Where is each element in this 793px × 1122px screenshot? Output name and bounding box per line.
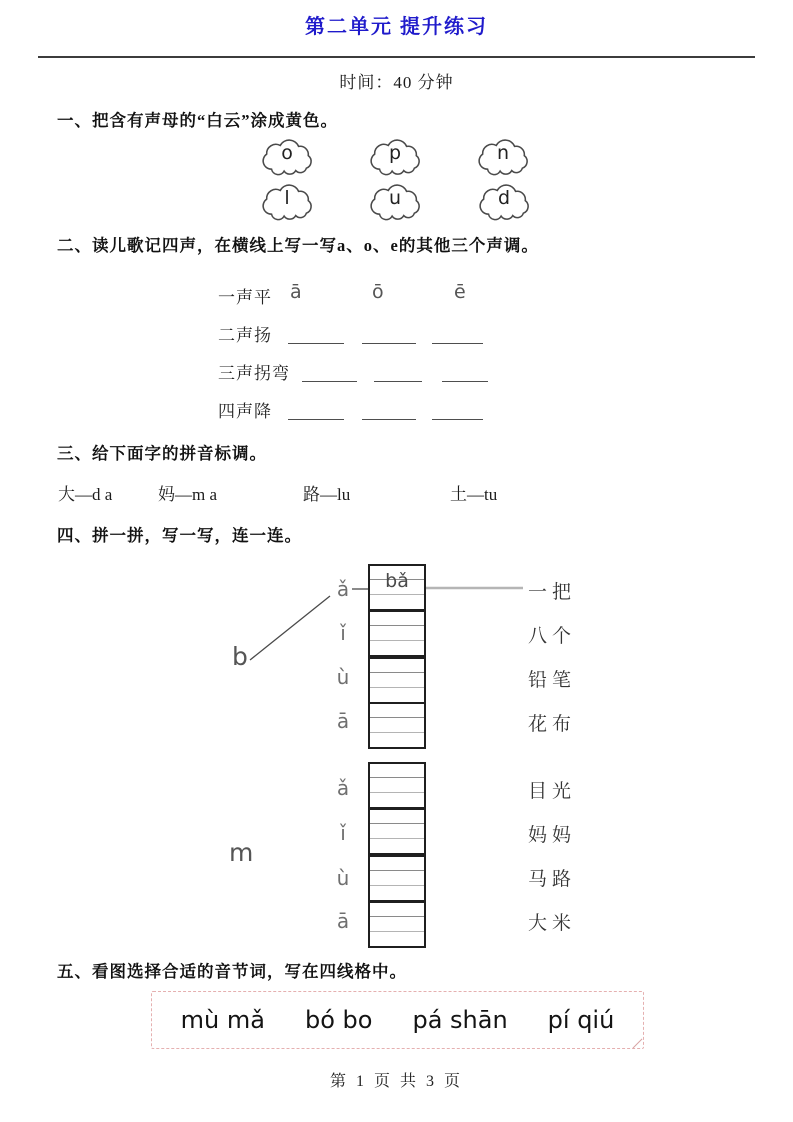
grid-line	[370, 672, 424, 673]
match-word: 铅笔	[528, 670, 577, 691]
cloud-o	[258, 137, 316, 180]
pinyin-grid-box	[368, 762, 426, 809]
tone-blank-line	[432, 321, 483, 344]
pinyin-grid-box	[368, 901, 426, 948]
corner-fold-icon	[633, 1039, 643, 1049]
grid-line	[370, 717, 424, 718]
page-title: 第二单元 提升练习	[305, 16, 488, 38]
grid-line	[370, 870, 424, 871]
pinyin-item-ma: 妈—m a	[158, 485, 218, 504]
tone-blank-line	[432, 397, 483, 420]
syllable-word: mù mǎ	[180, 1006, 265, 1034]
section-four-heading: 四、拼一拼，写一写，连一连。	[57, 526, 302, 545]
tone-letter-a1: ā	[290, 281, 302, 303]
tone-blank-line	[374, 359, 422, 382]
grid-line	[370, 916, 424, 917]
match-word: 八个	[528, 626, 577, 647]
cloud-l	[258, 182, 316, 225]
pinyin-grid-box	[368, 702, 426, 749]
tone-blank-line	[288, 321, 344, 344]
grid-line	[370, 823, 424, 824]
tone-blank-line	[288, 397, 344, 420]
cloud-p	[366, 137, 424, 180]
tone-letter-e1: ē	[454, 281, 466, 303]
section-two-heading: 二、读儿歌记四声，在横线上写一写a、o、e的其他三个声调。	[57, 236, 539, 255]
cloud-n	[474, 137, 532, 180]
cloud-letter: u	[388, 187, 402, 209]
initial-letter-b: b	[232, 642, 248, 671]
syllable-word: bó bo	[304, 1006, 373, 1034]
cloud-letter: o	[281, 142, 293, 164]
match-word: 妈妈	[528, 825, 577, 846]
grid-line	[370, 838, 424, 839]
final-letter: ǐ	[340, 621, 346, 645]
pinyin-grid-box	[368, 564, 426, 611]
tone-row-label: 一声平	[218, 288, 272, 307]
tone-row-label: 二声扬	[218, 326, 272, 345]
grid-line	[370, 777, 424, 778]
time-limit-text: 时间：40 分钟	[339, 73, 454, 92]
section-one-heading: 一、把含有声母的“白云”涂成黄色。	[57, 111, 338, 130]
syllable-word: pí qiú	[547, 1006, 615, 1034]
pinyin-grid-box	[368, 855, 426, 902]
match-word: 大米	[528, 913, 577, 934]
grid-line	[370, 640, 424, 641]
cloud-letter: n	[496, 142, 510, 164]
cloud-letter: p	[388, 142, 402, 164]
grid-line	[370, 625, 424, 626]
syllable-word: pá shān	[412, 1006, 508, 1034]
line-b-to-a	[250, 596, 330, 660]
tone-row-label: 三声拐弯	[218, 364, 290, 383]
final-letter: ǎ	[336, 776, 350, 800]
grid-line	[370, 931, 424, 932]
match-word: 目光	[528, 781, 577, 802]
header-divider	[38, 56, 755, 58]
tone-blank-line	[362, 321, 416, 344]
tone-row-label: 四声降	[218, 402, 272, 421]
syllable-word-bank	[151, 991, 644, 1049]
cloud-letter: l	[284, 187, 290, 209]
tone-letter-o1: ō	[372, 281, 384, 303]
grid-line	[370, 885, 424, 886]
section-five-heading: 五、看图选择合适的音节词，写在四线格中。	[57, 962, 407, 981]
match-word: 马路	[528, 869, 577, 890]
pinyin-item-da: 大—d a	[58, 485, 113, 504]
initial-letter-m: m	[229, 838, 254, 867]
tone-blank-line	[362, 397, 416, 420]
cloud-letter: d	[497, 187, 511, 209]
final-letter: ù	[336, 665, 350, 689]
final-letter: ù	[336, 866, 350, 890]
final-letter: ǐ	[340, 821, 346, 845]
final-letter: ā	[336, 909, 350, 933]
grid-box-text: bǎ	[385, 570, 409, 592]
grid-line	[370, 687, 424, 688]
match-word: 花布	[528, 714, 577, 735]
pinyin-grid-box	[368, 657, 426, 704]
pinyin-grid-box	[368, 808, 426, 855]
tone-blank-line	[442, 359, 488, 382]
page-number: 第 1 页 共 3 页	[329, 1073, 463, 1090]
pinyin-item-lu: 路—lu	[303, 485, 351, 504]
final-letter: ā	[336, 709, 350, 733]
match-word: 一把	[528, 582, 577, 603]
cloud-d	[475, 182, 533, 225]
pinyin-grid-box	[368, 610, 426, 657]
section-three-heading: 三、给下面字的拼音标调。	[57, 444, 267, 463]
grid-line	[370, 792, 424, 793]
pinyin-item-tu: 土—tu	[450, 485, 498, 504]
tone-blank-line	[302, 359, 357, 382]
cloud-u	[366, 182, 424, 225]
final-letter: ǎ	[336, 577, 350, 601]
grid-line	[370, 732, 424, 733]
